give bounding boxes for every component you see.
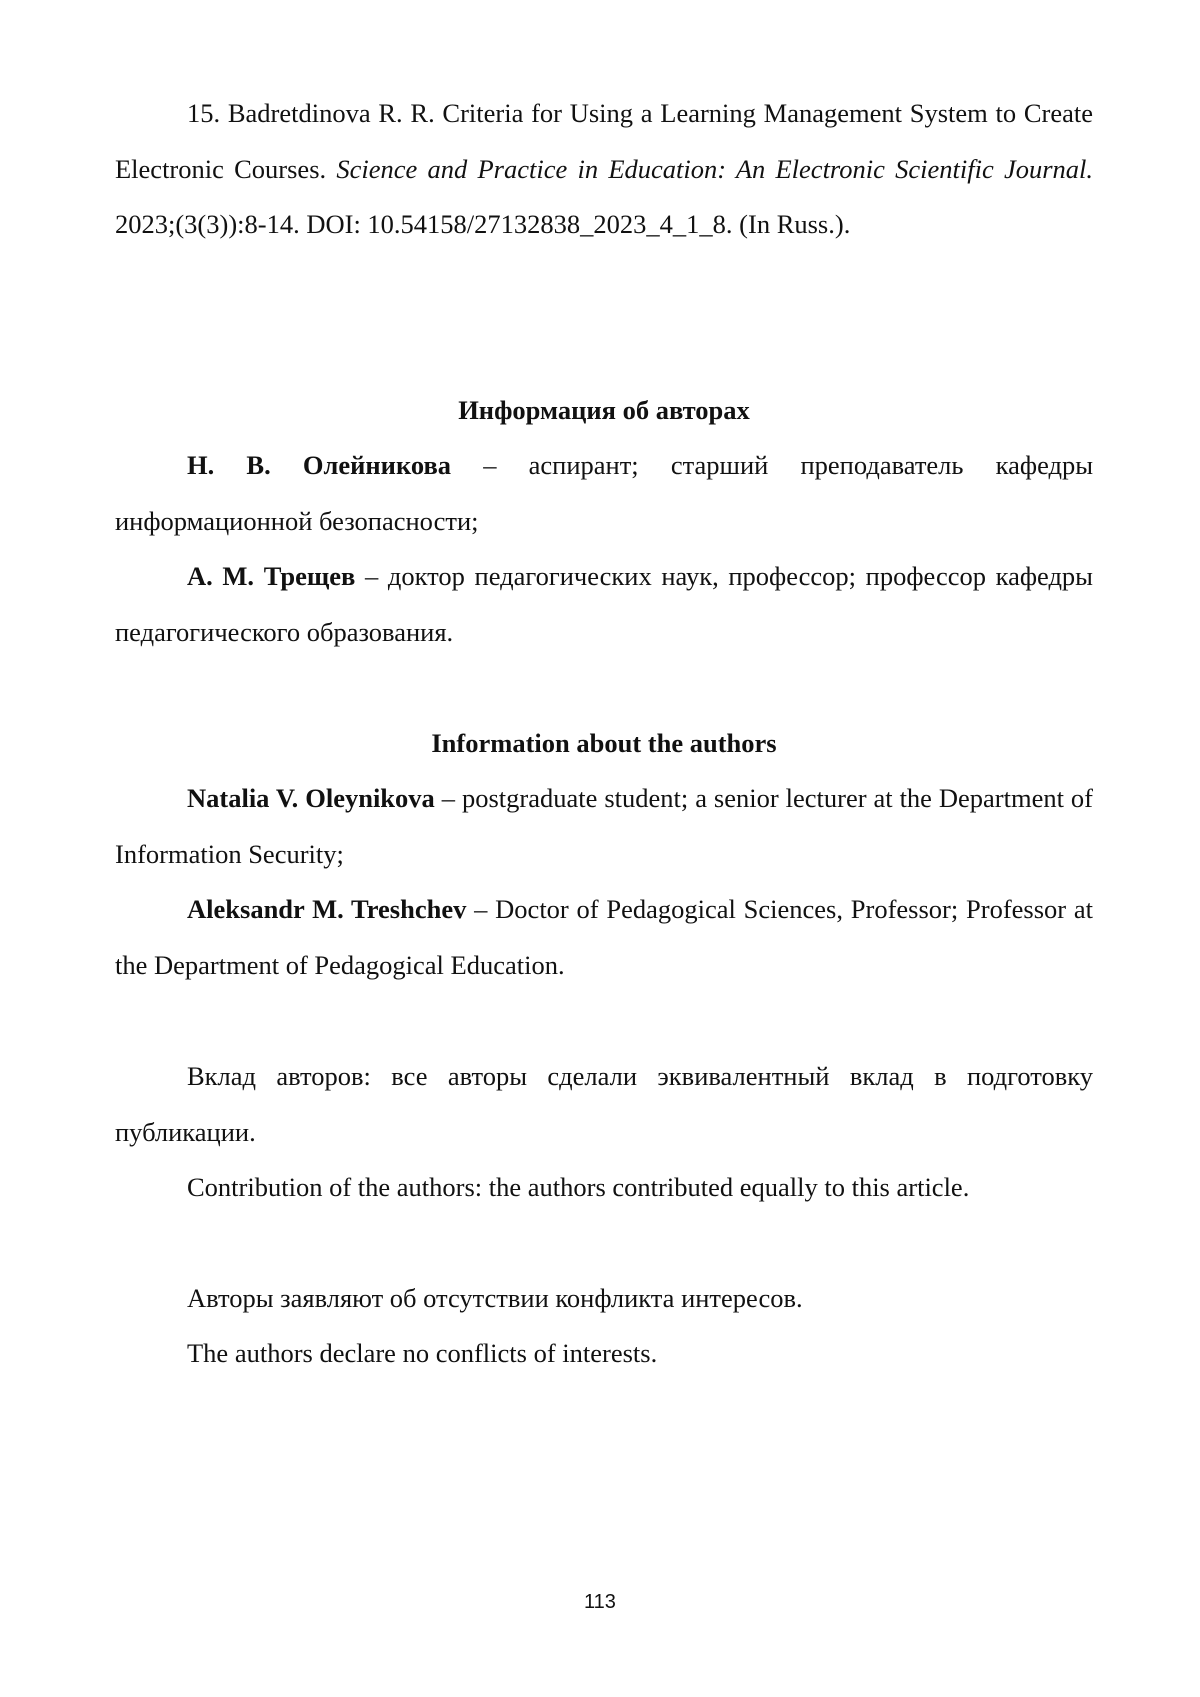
contribution-ru: Вклад авторов: все авторы сделали эквивалентный вклад в подготовку публикации. <box>115 1061 1093 1147</box>
en-author-2 <box>115 882 1093 993</box>
ru-author-2 <box>115 549 1093 660</box>
page-number: 113 <box>584 1591 616 1613</box>
en-author-1 <box>115 771 1093 882</box>
reference-journal: Science and Practice in Education: An Electronic Scientific Journal. <box>336 153 1094 184</box>
en-author-1-name: Natalia V. Oleynikova <box>187 783 435 813</box>
en-author-2-desc: – Doctor of Pedagogical Sciences, Professor; Professor at the Department of Pedagogical Education. <box>115 894 1094 980</box>
en-author-2-name: Aleksandr M. Treshchev <box>187 894 467 924</box>
conflicts-en: The authors declare no conflicts of interests. <box>187 1338 658 1368</box>
ru-author-1 <box>115 438 1093 549</box>
conflicts-ru: Авторы заявляют об отсутствии конфликта интересов. <box>187 1283 803 1313</box>
ru-author-2-name: А. М. Трещев <box>187 561 356 591</box>
reference-lead: 15. Badretdinova R. R. Criteria for Using a Learning Management System to Create Electronic Courses. <box>115 98 1093 184</box>
ru-author-2-desc: – доктор педагогических наук, профессор; профессор кафедры педагогического образования. <box>115 561 1093 647</box>
ru-author-1-desc: – аспирант; старший преподаватель кафедры информационной безопасности; <box>115 450 1094 536</box>
reference-15 <box>115 86 1093 253</box>
contribution-en: Contribution of the authors: the authors contributed equally to this article. <box>187 1172 970 1202</box>
ru-authors-heading: Информация об авторах <box>458 395 750 425</box>
en-authors-heading: Information about the authors <box>431 728 777 758</box>
ru-author-1-name: Н. В. Олейникова <box>187 450 452 480</box>
reference-tail: 2023;(3(3)):8-14. DOI: 10.54158/27132838_2023_4_1_8. (In Russ.). <box>115 209 851 239</box>
en-author-1-desc: – postgraduate student; a senior lecturer at the Department of Information Security; <box>115 783 1094 869</box>
